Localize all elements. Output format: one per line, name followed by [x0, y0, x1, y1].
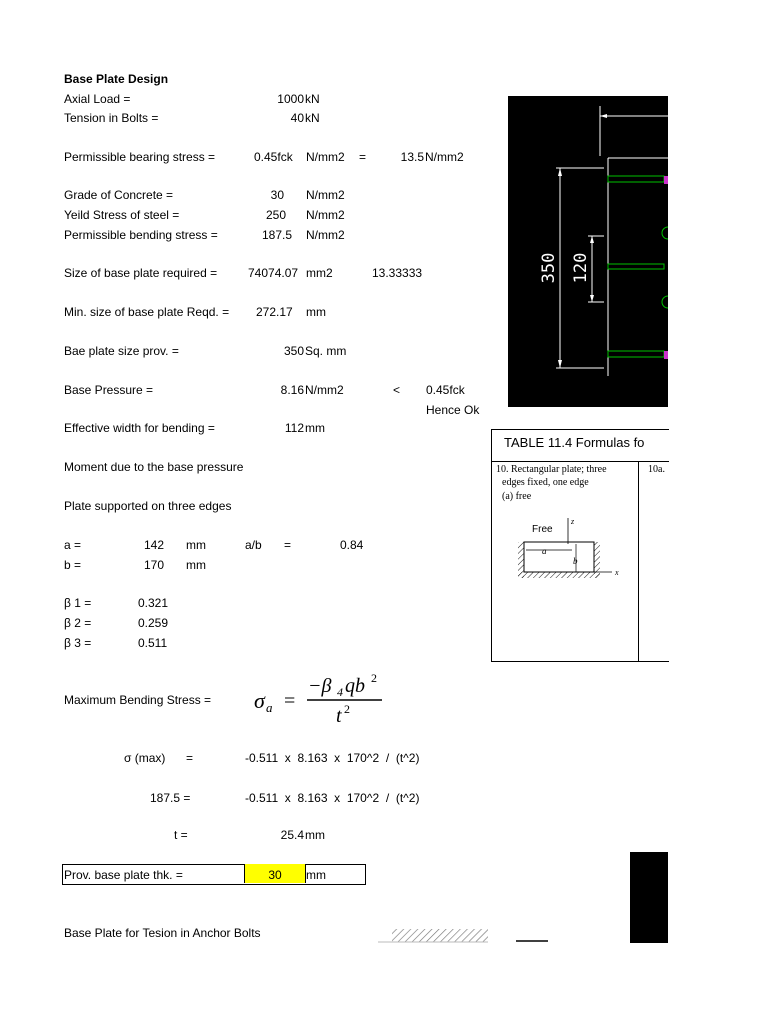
- eff-width-label: Effective width for bending =: [64, 421, 215, 435]
- axial-load-label: Axial Load =: [64, 92, 131, 106]
- min-size-unit: mm: [306, 305, 326, 319]
- cad-dim-120: 120: [571, 252, 591, 284]
- eff-width-unit: mm: [305, 421, 325, 435]
- table-heading: [504, 435, 644, 450]
- a-unit: mm: [186, 538, 206, 552]
- base-pressure-note: Hence Ok: [426, 403, 480, 417]
- moment-label: Moment due to the base pressure: [64, 460, 244, 474]
- table-col2-label: 10a.: [648, 464, 665, 475]
- perm-bearing-label: Permissible bearing stress =: [64, 150, 216, 164]
- ratio-eq: =: [284, 538, 292, 552]
- perm-bending-label: Permissible bending stress =: [64, 228, 218, 242]
- formula-sq: 2: [371, 671, 377, 685]
- formula-sub-a: a: [266, 700, 273, 715]
- diagram-b-label: b: [573, 556, 578, 566]
- bending-stress-formula: [252, 666, 387, 728]
- prov-thk-value[interactable]: 30: [268, 868, 282, 882]
- b-value: 170: [144, 558, 165, 572]
- size-req-label: Size of base plate required =: [64, 266, 218, 280]
- a-label: a =: [64, 538, 82, 552]
- perm-bearing-value: 0.45fck: [254, 150, 293, 164]
- beta2-value: 0.259: [138, 616, 169, 630]
- grade-unit: N/mm2: [306, 188, 345, 202]
- size-req-unit: mm2: [306, 266, 333, 280]
- yield-unit: N/mm2: [306, 208, 345, 222]
- diagram-free-label: Free: [532, 524, 553, 535]
- cad-drawing: [508, 96, 668, 407]
- prov-thk-unit: mm: [306, 868, 326, 882]
- b-unit: mm: [186, 558, 206, 572]
- base-pressure-value: 8.16: [280, 383, 304, 397]
- size-req-value: 74074.07: [248, 266, 299, 280]
- sigma-val-label: 187.5 =: [150, 791, 191, 805]
- tension-value: 40: [290, 111, 304, 125]
- beta1-value: 0.321: [138, 596, 169, 610]
- perm-bearing-result: 13.5: [400, 150, 424, 164]
- perm-bearing-unit: N/mm2: [306, 150, 345, 164]
- axial-load-value: 1000: [277, 92, 304, 106]
- size-prov-label: Bae plate size prov. =: [64, 344, 179, 358]
- table-case-line1: 10. Rectangular plate; three: [496, 464, 607, 475]
- min-size-label: Min. size of base plate Reqd. =: [64, 305, 230, 319]
- diagram-a-label: a: [542, 546, 547, 556]
- beta3-label: β 3 =: [64, 636, 92, 650]
- t-label: t =: [174, 828, 188, 842]
- formula-sub-4: 4: [337, 685, 343, 699]
- grade-label: Grade of Concrete =: [64, 188, 174, 202]
- beta1-label: β 1 =: [64, 596, 92, 610]
- size-req-extra: 13.33333: [372, 266, 423, 280]
- table-case-line3: (a) free: [502, 491, 532, 502]
- yield-value: 250: [265, 208, 286, 222]
- sigma-max-eq: =: [186, 751, 194, 765]
- formula-denominator: t: [336, 705, 342, 727]
- cad-dim-350: 350: [539, 252, 559, 284]
- diagram-x-label: x: [615, 568, 619, 577]
- plate-diagram: [512, 514, 632, 584]
- t-value: 25.4: [280, 828, 304, 842]
- anchor-label: Base Plate for Tesion in Anchor Bolts: [64, 926, 261, 940]
- base-pressure-cmp: <: [393, 383, 401, 397]
- table-case-line2: edges fixed, one edge: [502, 477, 589, 488]
- ratio-value: 0.84: [340, 538, 364, 552]
- formula-qb: qb: [345, 675, 365, 697]
- hatch-fragment: [378, 926, 548, 944]
- formula-eq: =: [284, 690, 296, 712]
- size-prov-unit: Sq. mm: [305, 344, 347, 358]
- eff-width-value: 112: [284, 421, 304, 435]
- cad-drawing-fragment: [630, 852, 668, 943]
- prov-thk-label: Prov. base plate thk. =: [64, 868, 183, 882]
- sigma-max-label: σ (max): [124, 751, 166, 765]
- plate-support-label: Plate supported on three edges: [64, 499, 232, 513]
- diagram-z-label: z: [571, 517, 575, 526]
- table-column-divider: [638, 461, 639, 661]
- perm-bending-value: 187.5: [261, 228, 292, 242]
- ratio-label: a/b: [245, 538, 262, 552]
- base-pressure-limit: 0.45fck: [426, 383, 465, 397]
- formula-numerator: −β: [308, 675, 332, 697]
- b-label: b =: [64, 558, 82, 572]
- perm-bearing-eq: =: [359, 150, 367, 164]
- perm-bending-unit: N/mm2: [306, 228, 345, 242]
- beta3-value: 0.511: [138, 636, 168, 650]
- base-pressure-label: Base Pressure =: [64, 383, 154, 397]
- tension-unit: kN: [305, 111, 320, 125]
- beta2-label: β 2 =: [64, 616, 92, 630]
- axial-load-unit: kN: [305, 92, 320, 106]
- perm-bearing-result-unit: N/mm2: [425, 150, 464, 164]
- a-value: 142: [144, 538, 165, 552]
- table-heading-text: TABLE 11.4 Formulas fo: [504, 435, 645, 450]
- min-size-value: 272.17: [256, 305, 293, 319]
- max-bending-label: Maximum Bending Stress =: [64, 693, 212, 707]
- roark-table-excerpt: [491, 429, 669, 662]
- tension-label: Tension in Bolts =: [64, 111, 159, 125]
- size-prov-value: 350: [283, 344, 304, 358]
- formula-den-sq: 2: [344, 702, 350, 716]
- sigma-max-expr: -0.511 x 8.163 x 170^2 / (t^2): [245, 751, 420, 765]
- yield-label: Yeild Stress of steel =: [64, 208, 180, 222]
- base-pressure-unit: N/mm2: [305, 383, 344, 397]
- formula-sigma: σ: [254, 688, 265, 713]
- page-title: Base Plate Design: [64, 72, 169, 86]
- sigma-val-expr: -0.511 x 8.163 x 170^2 / (t^2): [245, 791, 420, 805]
- grade-value: 30: [270, 188, 284, 202]
- table-rule: [492, 461, 669, 462]
- t-unit: mm: [305, 828, 325, 842]
